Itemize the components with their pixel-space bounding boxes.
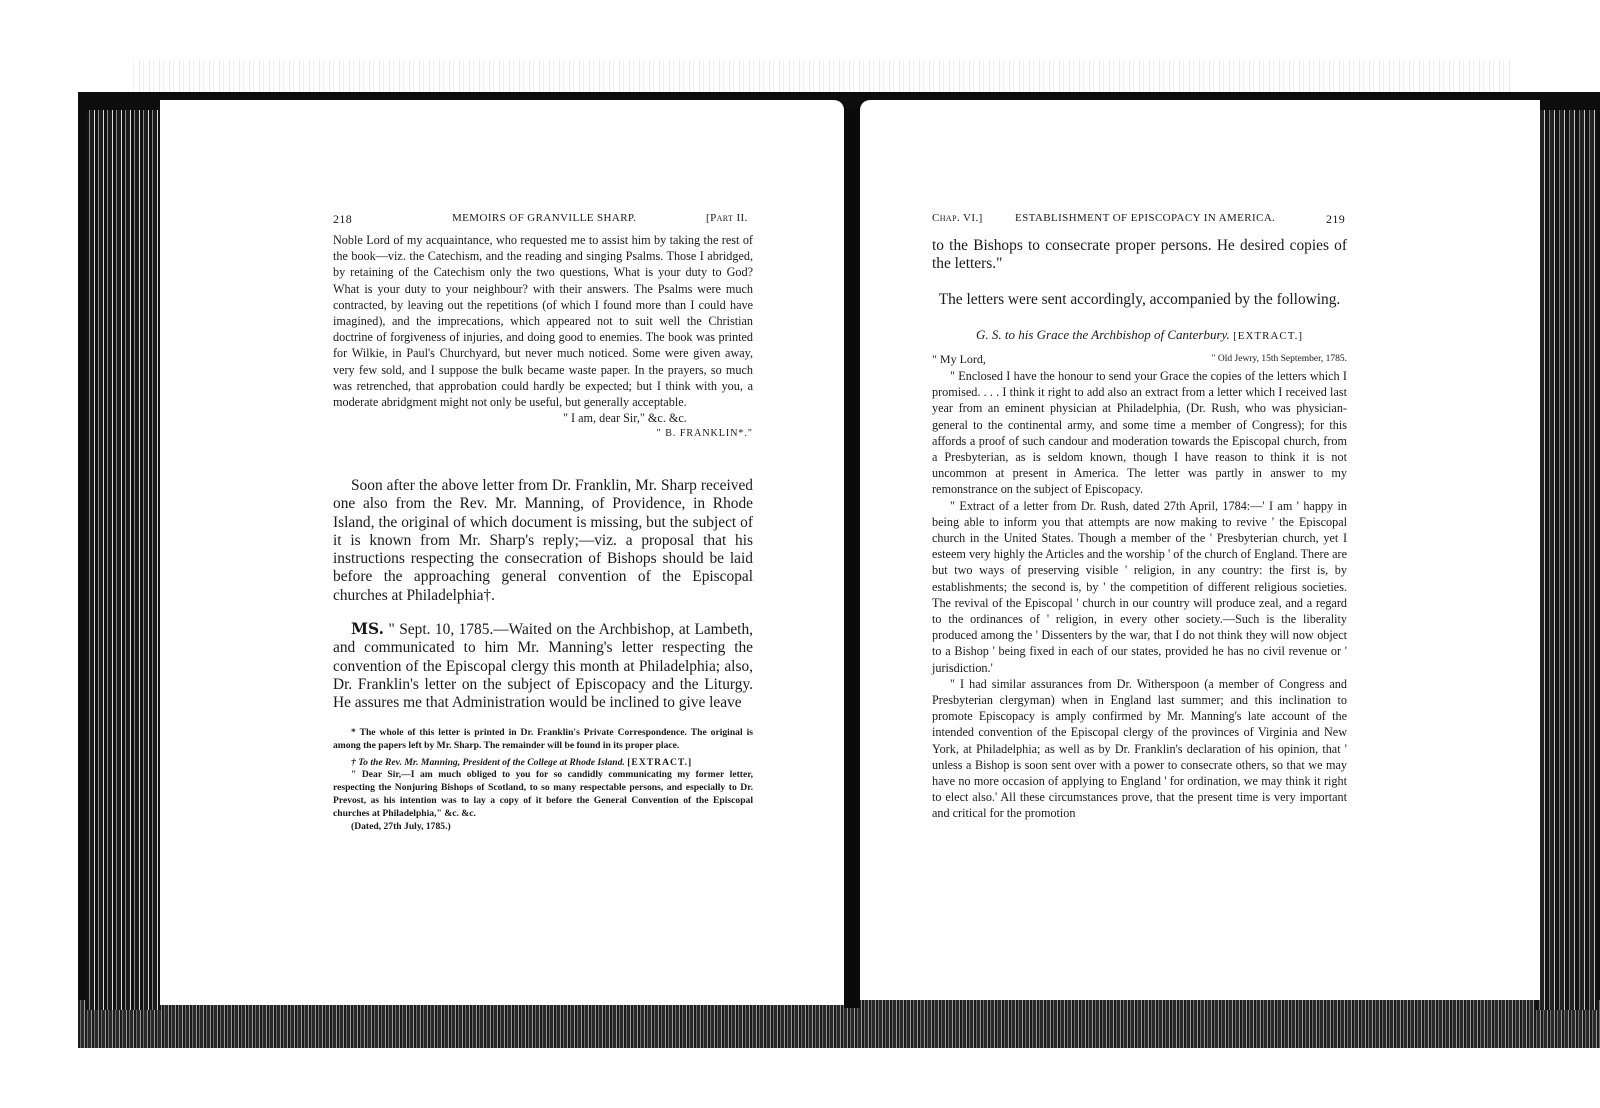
left-letter-signature: " B. FRANKLIN*."	[656, 428, 753, 440]
right-letter-paragraph-1: " Enclosed I have the honour to send your Grace the copies of the letters which I promised. . . . I think it right to add also an extract from a letter which I received last year from an eminent physician at Philadelphia, (Dr. Rush, who was physician-general to the continental army, and some time a member of Congress); for this affords a proof of such candour and moderation towards the Episcopal church, from a Presbyterian, as is seldom known, though I have reason to think it is not uncommon at present in America. The letter was partly in answer to my remonstrance on the subject of Episcopacy.	[932, 369, 1347, 497]
left-footnotes	[333, 727, 753, 833]
right-letter-heading-extract: [EXTRACT.]	[1233, 330, 1304, 342]
book-right-page-edges	[1535, 110, 1597, 1010]
right-letter-body	[932, 368, 1347, 822]
left-page-number: 218	[333, 212, 353, 226]
book-bottom-edge	[78, 1000, 1600, 1048]
right-chapter-label: Chap. VI.]	[932, 212, 983, 224]
book-gutter	[844, 108, 860, 1008]
right-running-title: ESTABLISHMENT OF EPISCOPACY IN AMERICA.	[1015, 212, 1276, 224]
footnote-dagger-body: " Dear Sir,—I am much obliged to you for so candidly communicating my former letter, respecting the Nonjuring Bishops of Scotland, to so many respectable persons, and especially to Dr. Prevost, as his intention was to lay a copy of it before the General Convention of the Episcopal churches at Philadelphia," &c. &c.	[333, 769, 753, 819]
left-letter-paragraph: Noble Lord of my acquaintance, who requested me to assist him by taking the rest of the book—viz. the Catechism, and the reading and singing Psalms. Those I abridged, by retaining of the Catechism only the two questions, What is your duty to God? What is your duty to your neighbour? with their answers. The Psalms were much contracted, by leaving out the repetitions (of which I found more than I could have imagined), and the imprecations, which appeared not to suit well the Christian doctrine of forgiveness of injuries, and doing good to enemies. The book was printed for Wilkie, in Paul's Churchyard, but never much noticed. Some were given away, very few sold, and I suppose the bulk became waste paper. In the prayers, so much was retrenched, that approbation could hardly be expected; but I think with you, a moderate abridgment might not only be useful, but generally acceptable.	[333, 233, 753, 410]
footnote-dagger-extract: [EXTRACT.]	[627, 756, 693, 768]
footnote-dagger-heading	[333, 757, 753, 770]
footnote-dagger-title: † To the Rev. Mr. Manning, President of the College at Rhode Island.	[351, 756, 625, 768]
left-part-label: [Part II.	[706, 212, 748, 224]
left-paragraph-sept-10	[333, 620, 753, 712]
right-letter-paragraph-2: " Extract of a letter from Dr. Rush, dated 27th April, 1784:—' I am ' happy in being able to inform you that attempts are now making to revive ' the Episcopal church in the United States. Though a member of the ' Presbyterian church, yet I esteem very highly the Articles and the worship ' of the church of England. There are but two ways of preserving visible ' religion, in any country: the first is, by establishments; the second is, by ' the competition of different religious societies. The revival of the Episcopal ' church in our country will produce zeal, and a regard to the ordinances of ' religion, in every other society.—Such is the liberality produced among the ' Dissenters by the war, that I do not think they will now object to a Bishop ' being fixed in each of our states, provided he has no civil revenue or ' jurisdiction.'	[932, 498, 1347, 675]
left-letter-body	[333, 232, 753, 443]
right-letter-heading	[932, 327, 1347, 343]
left-sept-10-text: " Sept. 10, 1785.—Waited on the Archbishop, at Lambeth, and communicated to him Mr. Manning's letter respecting the convention of the Episcopal clergy this month at Philadelphia; also, Dr. Franklin's letter on the subject of Episcopacy and the Liturgy. He assures me that Administration would be inclined to give leave	[333, 621, 753, 712]
right-letter-heading-title: G. S. to his Grace the Archbishop of Canterbury.	[975, 327, 1230, 342]
left-letter-closing: " I am, dear Sir," &c. &c.	[563, 411, 687, 426]
right-letter-dateline: " Old Jewry, 15th September, 1785.	[1211, 354, 1347, 364]
book-left-page-edges	[86, 110, 164, 1010]
left-paragraph-manning: Soon after the above letter from Dr. Franklin, Mr. Sharp received one also from the Rev. Mr. Manning, of Providence, in Rhode Island, the original of which document is missing, but the subject of it is known from Mr. Sharp's reply;—viz. a proposal that his instructions respecting the consecration of Bishops should be laid before the approaching general convention of the Episcopal churches at Philadelphia†.	[333, 477, 753, 604]
footnote-dagger-date: (Dated, 27th July, 1785.)	[351, 820, 451, 832]
right-letter-header	[932, 352, 1347, 366]
ms-mark: MS.	[351, 620, 384, 638]
right-letter-paragraph-3: " I had similar assurances from Dr. Witherspoon (a member of Congress and Presbyterian clergyman) when in England last summer; and this inclination to promote Episcopacy is amply confirmed by Mr. Manning's late account of the intended convention of the Episcopal clergy of the provinces of Virginia and New York, at Philadelphia; as well as by Dr. Franklin's declaration of his opinion, that ' unless a Bishop is soon sent over with a power to consecrate others, so that we may have no more occasion of applying to England ' for ordination, we may think it right to elect also.' All these circumstances prove, that the present time is very important and critical for the promotion	[932, 676, 1347, 821]
right-paragraph-letters-sent: The letters were sent accordingly, accompanied by the following.	[938, 291, 1341, 308]
left-running-title: MEMOIRS OF GRANVILLE SHARP.	[452, 212, 637, 224]
right-page-number: 219	[1326, 212, 1346, 226]
right-paragraph-continuation: to the Bishops to consecrate proper persons. He desired copies of the letters."	[932, 237, 1347, 273]
right-letter-salutation: " My Lord,	[932, 352, 986, 366]
footnote-star: * The whole of this letter is printed in Dr. Franklin's Private Correspondence. The original is among the papers left by Mr. Sharp. The remainder will be found in its proper place.	[333, 727, 753, 751]
